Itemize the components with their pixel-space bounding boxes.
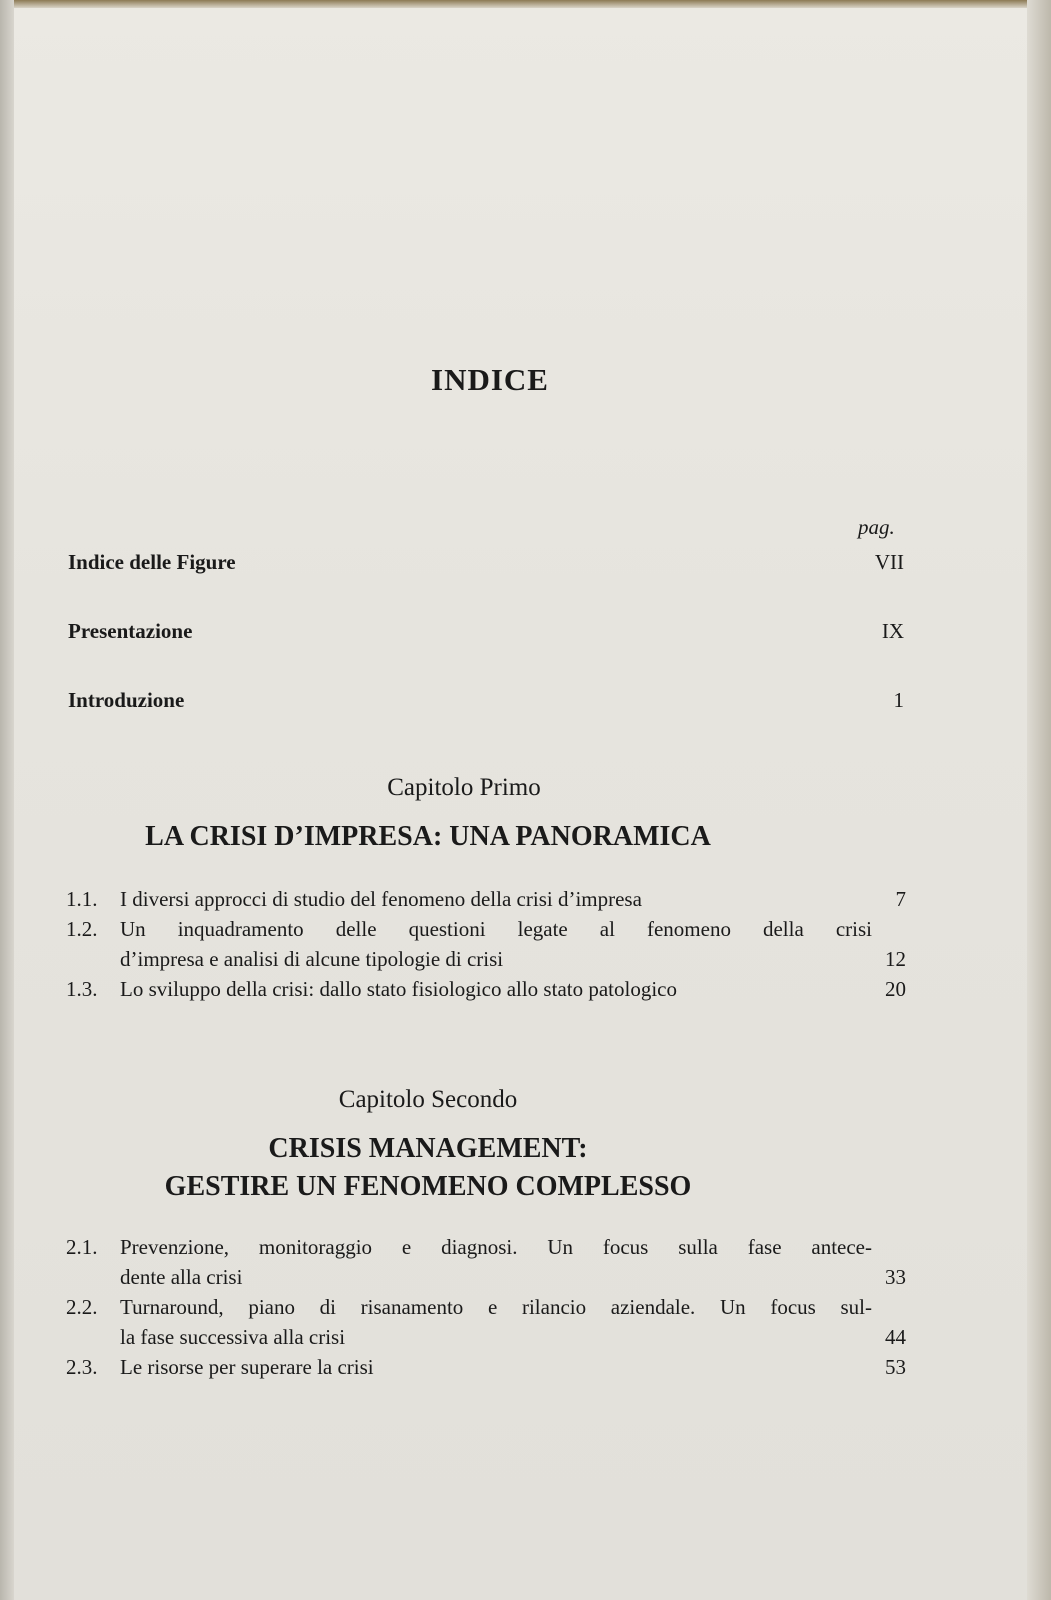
chapter-label: Capitolo Secondo xyxy=(338,1086,518,1113)
chapter-title: CRISIS MANAGEMENT: xyxy=(268,1133,588,1164)
toc-entry-label: Presentazione xyxy=(68,619,193,643)
section-number: 1.2. xyxy=(66,917,98,941)
section-page: 20 xyxy=(885,977,906,1001)
toc-section xyxy=(66,974,906,1004)
page-right-edge xyxy=(1027,0,1051,1600)
section-page: 12 xyxy=(885,947,906,971)
page-top-edge xyxy=(0,0,1051,8)
section-title: I diversi approcci di studio del fenomeno della crisi d’impresa xyxy=(120,887,642,911)
section-title-line: la fase successiva alla crisi xyxy=(120,1325,346,1349)
section-title: Le risorse per superare la crisi xyxy=(120,1355,374,1379)
pag-label: pag. xyxy=(858,515,895,539)
toc-entry-label: Introduzione xyxy=(68,688,185,712)
section-number: 1.1. xyxy=(66,887,98,911)
toc-section xyxy=(66,914,906,974)
section-number: 2.2. xyxy=(66,1295,98,1319)
section-number: 1.3. xyxy=(66,977,98,1001)
section-title: Lo sviluppo della crisi: dallo stato fisiologico allo stato patologico xyxy=(120,977,677,1001)
section-number: 2.1. xyxy=(66,1235,98,1259)
toc-entry-page: 1 xyxy=(893,688,904,712)
section-title-line: Un inquadramento delle questioni legate al fenomeno della crisi xyxy=(120,917,872,941)
toc-entry-page: IX xyxy=(881,619,904,643)
toc-section xyxy=(66,1292,906,1352)
section-title-line: dente alla crisi xyxy=(120,1265,243,1289)
chapter-title: GESTIRE UN FENOMENO COMPLESSO xyxy=(164,1171,692,1202)
toc-section xyxy=(66,884,906,914)
chapter-title: LA CRISI D’IMPRESA: UNA PANORAMICA xyxy=(145,821,711,852)
section-title-line: Turnaround, piano di risanamento e rilancio aziendale. Un focus sul- xyxy=(120,1295,872,1319)
section-page: 53 xyxy=(885,1355,906,1379)
section-number: 2.3. xyxy=(66,1355,98,1379)
page-title: INDICE xyxy=(431,362,549,397)
toc-entry-page: VII xyxy=(874,550,904,574)
chapter-label: Capitolo Primo xyxy=(387,774,541,801)
section-page: 7 xyxy=(895,887,906,911)
toc-section xyxy=(66,1232,906,1292)
section-title-line: d’impresa e analisi di alcune tipologie di crisi xyxy=(120,947,504,971)
section-page: 44 xyxy=(885,1325,906,1349)
toc-section xyxy=(66,1352,906,1382)
toc-entry-label: Indice delle Figure xyxy=(68,550,236,574)
section-page: 33 xyxy=(885,1265,906,1289)
section-title-line: Prevenzione, monitoraggio e diagnosi. Un focus sulla fase antece- xyxy=(120,1235,872,1259)
